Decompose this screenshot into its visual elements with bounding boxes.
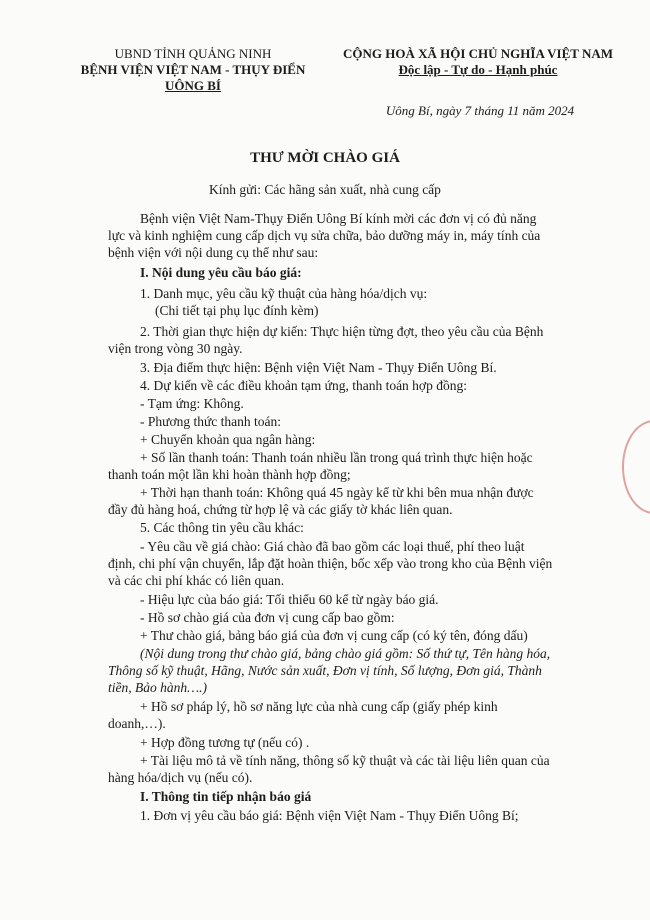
body-line: Bệnh viện Việt Nam-Thụy Điển Uông Bí kính mời các đơn vị có đủ năng [140,211,537,226]
body-line-italic: (Nội dung trong thư chào giá, bảng chào giá gồm: Số thứ tự, Tên hàng hóa, [140,646,551,661]
body-line: thanh toán một lần khi hoàn thành hợp đồng; [108,467,351,482]
issuer-header [68,46,318,94]
body-line: + Hợp đồng tương tự (nếu có) . [140,735,310,750]
national-header [323,46,633,78]
body-line: - Hiệu lực của báo giá: Tối thiểu 60 kể từ ngày báo giá. [140,592,439,607]
body-line: - Yêu cầu về giá chào: Giá chào đã bao gồm các loại thuế, phí theo luật [140,539,525,554]
body-line: 5. Các thông tin yêu cầu khác: [140,520,304,535]
body-line: - Phương thức thanh toán: [140,414,282,429]
body-line: + Thời hạn thanh toán: Không quá 45 ngày kể từ khi bên mua nhận được [140,485,534,500]
issuer-hospital: BỆNH VIỆN VIỆT NAM - THỤY ĐIỂN [80,62,306,77]
national-motto: CỘNG HOÀ XÃ HỘI CHỦ NGHĨA VIỆT NAM [342,46,614,61]
body-line: + Hồ sơ pháp lý, hồ sơ năng lực của nhà cung cấp (giấy phép kinh [140,699,498,714]
body-line: 1. Danh mục, yêu cầu kỹ thuật của hàng hóa/dịch vụ: [140,286,428,301]
body-line: định, chi phí vận chuyển, lắp đặt hoàn thiện, bốc xếp vào trong kho của Bệnh viện [108,556,553,571]
body-line: - Tạm ứng: Không. [140,396,244,411]
body-line: (Chi tiết tại phụ lục đính kèm) [155,303,319,318]
body-line: + Thư chào giá, bảng báo giá của đơn vị cung cấp (có ký tên, đóng dấu) [140,628,528,643]
body-line-italic: Thông số kỹ thuật, Hãng, Nước sản xuất, Đơn vị tính, Số lượng, Đơn giá, Thành [108,663,542,678]
body-line: viện trong vòng 30 ngày. [108,341,243,356]
body-line: doanh,…). [108,716,166,731]
national-slogan: Độc lập - Tự do - Hạnh phúc [398,62,558,77]
body-line: + Số lần thanh toán: Thanh toán nhiều lần trong quá trình thực hiện hoặc [140,450,533,465]
document-title: THƯ MỜI CHÀO GIÁ [250,150,400,166]
body-line: đầy đủ hàng hoá, chứng từ hợp lệ và các giấy tờ khác liên quan. [108,502,453,517]
recipient-line: Kính gửi: Các hãng sản xuất, nhà cung cấp [209,182,441,197]
body-line: 3. Địa điểm thực hiện: Bệnh viện Việt Nam - Thụy Điển Uông Bí. [140,360,497,375]
red-stamp-edge [622,420,650,514]
body-line-italic: tiền, Bảo hành….) [108,680,207,695]
issuer-location: UÔNG BÍ [165,78,221,93]
body-line: + Chuyển khoản qua ngân hàng: [140,432,316,447]
body-line: 2. Thời gian thực hiện dự kiến: Thực hiện từng đợt, theo yêu cầu của Bệnh [140,324,544,339]
body-line: hàng hóa/dịch vụ (nếu có). [108,770,253,785]
body-line: + Tài liệu mô tả về tính năng, thông số kỹ thuật và các tài liệu liên quan của [140,753,550,768]
body-line: bệnh viện với nội dung cụ thể như sau: [108,245,319,260]
document-date: Uông Bí, ngày 7 tháng 11 năm 2024 [385,103,575,118]
body-line: 1. Đơn vị yêu cầu báo giá: Bệnh viện Việt Nam - Thụy Điển Uông Bí; [140,808,519,823]
body-line: và các chi phí khác có liên quan. [108,573,285,588]
issuer-province: UBND TỈNH QUẢNG NINH [114,46,272,61]
body-line: 4. Dự kiến về các điều khoản tạm ứng, thanh toán hợp đồng: [140,378,467,393]
section-heading: I. Thông tin tiếp nhận báo giá [140,789,312,804]
body-line: lực và kinh nghiệm cung cấp dịch vụ sửa chữa, bảo dưỡng máy in, máy tính của [108,228,541,243]
section-heading: I. Nội dung yêu cầu báo giá: [140,265,302,280]
body-line: - Hồ sơ chào giá của đơn vị cung cấp bao gồm: [140,610,395,625]
